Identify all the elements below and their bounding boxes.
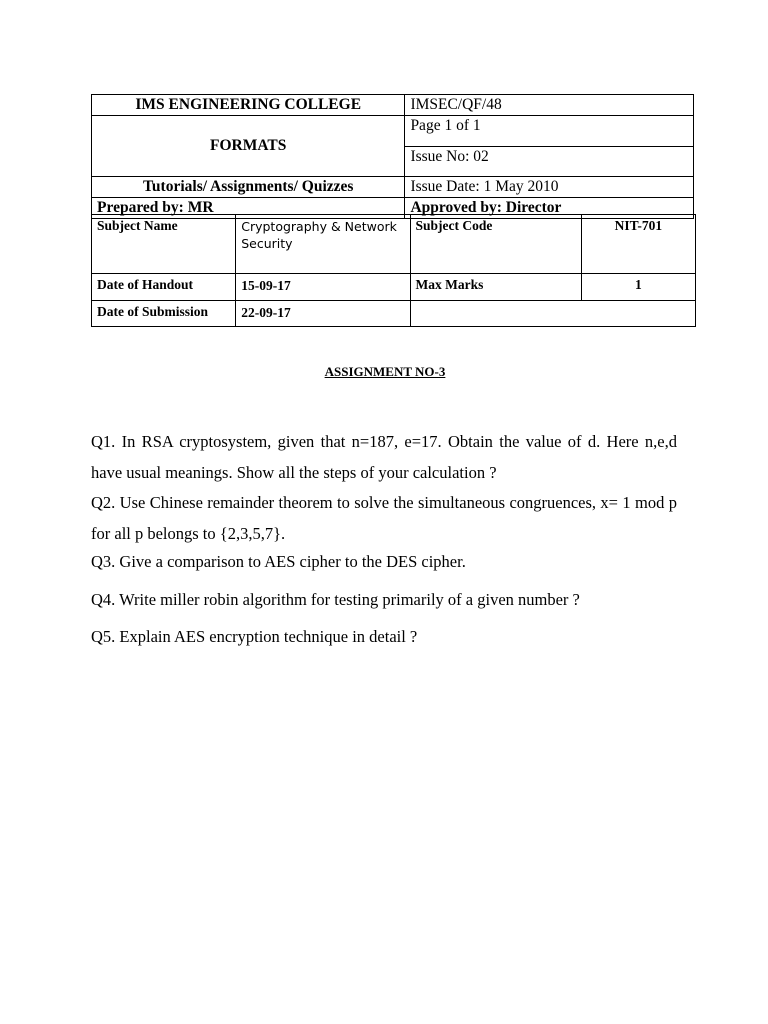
issue-date: Issue Date: 1 May 2010 (405, 177, 694, 198)
handout-date-label: Date of Handout (92, 274, 236, 301)
college-name: IMS ENGINEERING COLLEGE (92, 95, 405, 116)
submission-date-label: Date of Submission (92, 301, 236, 327)
subject-code-value: NIT-701 (581, 215, 695, 274)
subject-name-value: Cryptography & Network Security (236, 215, 410, 274)
subject-table (91, 214, 696, 327)
question-3: Q3. Give a comparison to AES cipher to the DES cipher. (91, 552, 466, 571)
doc-code: IMSEC/QF/48 (405, 95, 694, 116)
question-5: Q5. Explain AES encryption technique in detail ? (91, 627, 418, 646)
question-1: Q1. In RSA cryptosystem, given that n=187, e=17. Obtain the value of d. Here n,e,d have usual meanings. Show all the steps of your calculation ? (91, 432, 677, 482)
empty-cell (410, 301, 695, 327)
question-2: Q2. Use Chinese remainder theorem to solve the simultaneous congruences, x= 1 mod p for all p belongs to {2,3,5,7}. (91, 493, 677, 543)
formats-title: FORMATS (92, 116, 405, 177)
page-number: Page 1 of 1 (405, 116, 694, 147)
document-category: Tutorials/ Assignments/ Quizzes (92, 177, 405, 198)
question-4: Q4. Write miller robin algorithm for testing primarily of a given number ? (91, 590, 580, 609)
submission-date-value: 22-09-17 (236, 301, 410, 327)
subject-name-label: Subject Name (92, 215, 236, 274)
subject-code-label: Subject Code (410, 215, 581, 274)
header-table (91, 94, 694, 219)
issue-number: Issue No: 02 (405, 146, 694, 177)
approved-by: Approved by: Director (405, 198, 694, 219)
max-marks-label: Max Marks (410, 274, 581, 301)
max-marks-value: 1 (581, 274, 695, 301)
assignment-title: ASSIGNMENT NO-3 (324, 364, 446, 379)
prepared-by: Prepared by: MR (92, 198, 405, 219)
handout-date-value: 15-09-17 (236, 274, 410, 301)
